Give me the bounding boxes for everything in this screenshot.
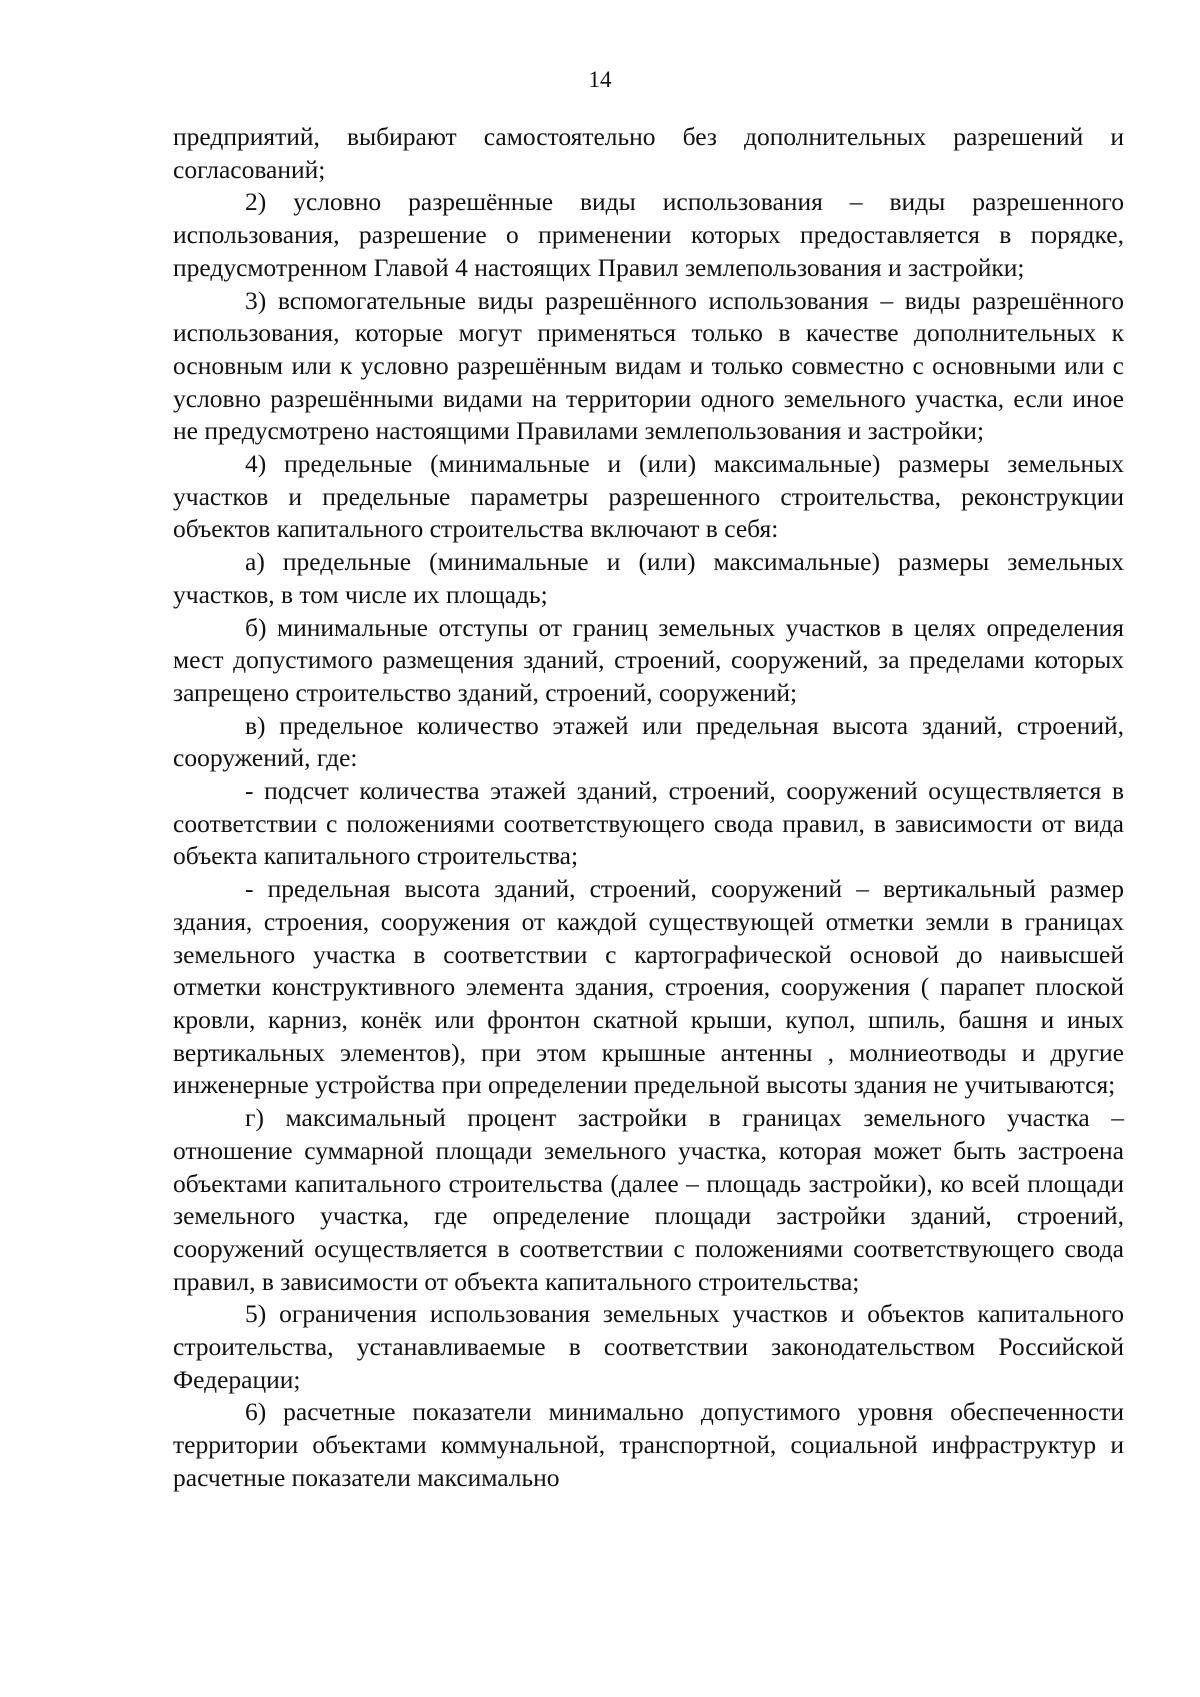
document-body: [173, 121, 1124, 1495]
page-number: 14: [588, 67, 612, 92]
paragraph-subitem-b: б) минимальные отступы от границ земельных участков в целях определения мест допустимого размещения зданий, строений, сооружений, за пределами которых запрещено строительство зданий, строений, сооружений;: [173, 612, 1124, 707]
paragraph-continuation: предприятий, выбирают самостоятельно без дополнительных разрешений и согласований;: [173, 122, 1124, 184]
paragraph-item-2: 2) условно разрешённые виды использования – виды разрешенного использования, разрешение о применении которых предоставляется в порядке, предусмотренном Главой 4 настоящих Правил землепользования и застройки;: [173, 187, 1124, 282]
paragraph-dash-height: - предельная высота зданий, строений, сооружений – вертикальный размер здания, строения, сооружения от каждой существующей отметки земли в границах земельного участка в соответствии с картографической основой до наивысшей отметки конструктивного элемента здания, строения, сооружения ( парапет плоской кровли, карниз, конёк или фронтон скатной крыши, купол, шпиль, башня и иных вертикальных элементов), при этом крышные антенны , молниеотводы и другие инженерные устройства при определении предельной высоты здания не учитываются;: [173, 874, 1124, 1100]
paragraph-dash-floors: - подсчет количества этажей зданий, строений, сооружений осуществляется в соответствии с положениями соответствующего свода правил, в зависимости от вида объекта капитального строительства;: [173, 776, 1124, 871]
paragraph-subitem-g: г) максимальный процент застройки в границах земельного участка – отношение суммарной площади земельного участка, которая может быть застроена объектами капитального строительства (далее – площадь застройки), ко всей площади земельного участка, где определение площади застройки зданий, строений, сооружений осуществляется в соответствии с положениями соответствующего свода правил, в зависимости от объекта капитального строительства;: [173, 1103, 1124, 1296]
paragraph-subitem-a: а) предельные (минимальные и (или) максимальные) размеры земельных участков, в том числе их площадь;: [173, 547, 1124, 609]
paragraph-item-6: 6) расчетные показатели минимально допустимого уровня обеспеченности территории объектами коммунальной, транспортной, социальной инфраструктур и расчетные показатели максимально: [173, 1397, 1124, 1492]
paragraph-item-4: 4) предельные (минимальные и (или) максимальные) размеры земельных участков и предельные параметры разрешенного строительства, реконструкции объектов капитального строительства включают в себя:: [173, 449, 1124, 544]
paragraph-item-3: 3) вспомогательные виды разрешённого использования – виды разрешённого использования, которые могут применяться только в качестве дополнительных к основным или к условно разрешённым видам и только совместно с основными или с условно разрешёнными видами на территории одного земельного участка, если иное не предусмотрено настоящими Правилами землепользования и застройки;: [173, 285, 1124, 446]
paragraph-item-5: 5) ограничения использования земельных участков и объектов капитального строительства, устанавливаемые в соответствии законодательством Российской Федерации;: [173, 1299, 1124, 1394]
paragraph-subitem-v: в) предельное количество этажей или предельная высота зданий, строений, сооружений, где:: [173, 710, 1124, 773]
